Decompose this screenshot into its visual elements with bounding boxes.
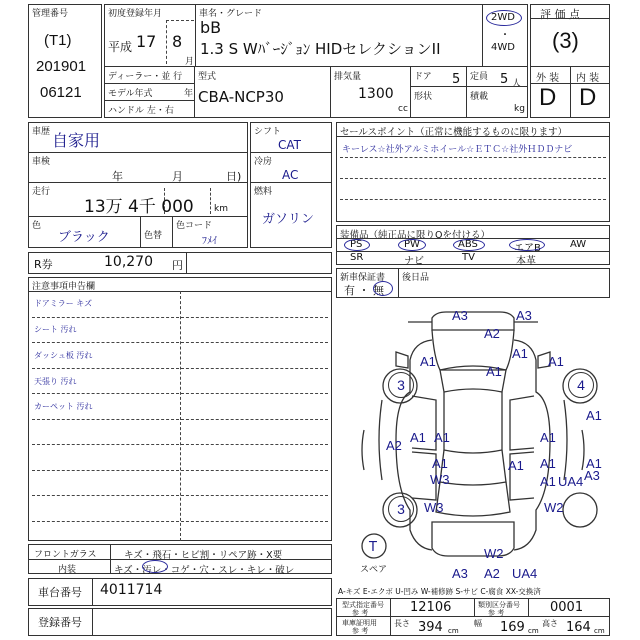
damage-mark: UA4 <box>512 566 538 581</box>
note-item-3: ダッシュ板 汚れ <box>34 351 93 360</box>
length-unit: cm <box>448 627 459 635</box>
damage-mark: A1 <box>540 430 556 445</box>
height-unit: cm <box>594 627 605 635</box>
category-label: 類別区分番号 <box>478 601 520 609</box>
interior-items: キズ・汚レ・コゲ・穴・スレ・キレ・破レ <box>114 565 295 576</box>
note-rule <box>32 444 328 445</box>
color-code-value: ﾌﾒｲ <box>202 236 217 247</box>
ac-value: AC <box>282 168 299 182</box>
shift-value: CAT <box>278 138 301 152</box>
spare-label: T <box>369 540 377 555</box>
damage-mark: A2 <box>386 438 402 453</box>
inspection-year-unit: 年 <box>112 170 123 183</box>
note-item-5: カーペット 汚れ <box>34 402 93 411</box>
notes-label: 注意事項申告欄 <box>32 282 96 292</box>
note-rule <box>32 470 328 471</box>
warranty-none-circle <box>373 281 393 296</box>
load-label: 積載 <box>470 92 489 102</box>
note-rule <box>32 495 328 496</box>
model-year-label: モデル年式 <box>108 89 153 99</box>
drive-2wd: 2WD <box>491 12 515 23</box>
mileage-value: 13万 4千 000 <box>84 197 194 217</box>
sales-points-text: キーレス☆社外アルミホイール☆ＥＴＣ☆社外ＨＤＤナビ <box>342 145 573 155</box>
damage-mark: A1 <box>540 474 556 489</box>
interior-dirt-circle <box>142 560 168 573</box>
fuel-value: ガソリン <box>262 212 315 227</box>
displacement-value: 1300 <box>358 86 394 102</box>
history-label: 車歴 <box>32 127 51 137</box>
damage-mark: A1 <box>586 408 602 423</box>
front-glass-items: キズ・飛石・ヒビ割・リペア跡・X要 <box>124 550 283 561</box>
note-rule <box>32 521 328 522</box>
model-number-label: 型式指定番号 <box>342 601 384 609</box>
damage-mark: UA4 <box>558 474 584 489</box>
equip-navi: ナビ <box>404 256 424 267</box>
shift-label: シフト <box>254 127 282 137</box>
damage-mark: A1 <box>586 456 602 471</box>
mgmt-label: 管理番号 <box>32 9 69 19</box>
equip-pw: PW <box>404 239 420 250</box>
equip-ps: PS <box>350 239 363 250</box>
front-glass-label: フロントガラス <box>34 550 97 560</box>
damage-mark: 4 <box>568 372 594 398</box>
drive-4wd: 4WD <box>491 42 515 53</box>
interior-grade: D <box>579 84 597 111</box>
displacement-unit: cc <box>398 104 408 114</box>
damage-mark: A1 <box>420 354 436 369</box>
equip-abs-circle <box>453 239 485 251</box>
damage-mark: A3 <box>584 468 600 483</box>
color-value: ブラック <box>58 230 110 245</box>
width-label: 幅 <box>474 619 482 628</box>
equip-pw-circle <box>398 239 426 251</box>
damage-legend: A-キズ E-エクボ U-凹み W-補修跡 S-サビ C-腐食 XX-交換済 <box>338 587 541 596</box>
capacity-label: 定員 <box>470 72 489 82</box>
damage-mark: A3 <box>516 308 532 323</box>
damage-mark: 3 <box>388 496 414 522</box>
fuel-label: 燃料 <box>254 187 273 197</box>
damage-mark: A1 <box>432 456 448 471</box>
type-value: CBA-NCP30 <box>198 88 284 106</box>
damage-mark: W3 <box>424 500 444 515</box>
warranty-label: 新車保証書 <box>340 273 386 283</box>
note-rule <box>32 368 328 369</box>
damage-mark: A3 <box>452 308 468 323</box>
history-value: 自家用 <box>52 131 101 150</box>
recycle-label: R券 <box>34 258 53 271</box>
equip-airbag-circle <box>509 239 545 251</box>
height-value: 164 <box>566 620 591 635</box>
dealer-label: ディーラー・並 行 <box>108 72 183 82</box>
damage-mark: A2 <box>484 566 500 581</box>
car-name-label: 車名・グレード <box>199 9 263 19</box>
category-ref: 参 考 <box>488 609 505 617</box>
damage-mark: A3 <box>452 566 468 581</box>
shape-label: 形状 <box>414 92 433 102</box>
length-label: 長さ <box>394 619 410 628</box>
capacity-unit: 人 <box>512 79 522 89</box>
capacity-value: 5 <box>500 72 509 87</box>
note-rule <box>32 393 328 394</box>
model-number-value: 12106 <box>410 600 452 615</box>
damage-mark: W2 <box>544 500 564 515</box>
chassis-value: 4011714 <box>100 582 163 598</box>
damage-mark: W2 <box>484 546 504 561</box>
width-value: 169 <box>500 620 525 635</box>
equip-leather: 本革 <box>516 256 536 267</box>
damage-mark: 3 <box>388 372 414 398</box>
car-name: bB <box>200 18 222 37</box>
category-value: 0001 <box>550 600 584 615</box>
damage-mark: A1 <box>410 430 426 445</box>
equip-abs: ABS <box>458 239 478 250</box>
era: 平成 <box>108 40 133 54</box>
equip-ps-circle <box>344 239 370 251</box>
chassis-label: 車台番号 <box>38 586 82 599</box>
model-number-ref: 参 考 <box>352 609 369 617</box>
note-rule <box>32 419 328 420</box>
color-code-label: 色コード <box>176 221 213 231</box>
mgmt-line-2: 201901 <box>36 58 87 75</box>
car-grade: 1.3 S Wﾊﾞｰｼﾞｮﾝ HIDセレクションII <box>200 40 441 58</box>
exterior-label: 外 装 <box>536 73 560 84</box>
cert-ref: 参 考 <box>352 627 369 635</box>
equip-airbag: エアB <box>514 243 541 254</box>
length-value: 394 <box>418 620 443 635</box>
warranty-value: 有 ・ 無 <box>344 284 384 297</box>
damage-mark: W3 <box>430 472 450 487</box>
interior-label: 内装 <box>58 565 77 575</box>
mileage-unit: km <box>214 204 228 214</box>
inspection-month-unit: 月 <box>172 170 183 183</box>
inspection-day-unit: 日) <box>226 170 242 183</box>
damage-mark: A1 <box>508 458 524 473</box>
rear-item-label: 後日品 <box>402 273 430 283</box>
damage-mark: A2 <box>484 326 500 341</box>
eval-label: 評 価 点 <box>540 8 580 21</box>
exterior-grade: D <box>539 84 557 111</box>
note-item-2: シート 汚れ <box>34 325 77 334</box>
car-diagram <box>336 300 610 582</box>
note-rule <box>32 317 328 318</box>
drive-dot: ・ <box>500 30 510 41</box>
width-unit: cm <box>528 627 539 635</box>
reg-month-unit: 月 <box>185 57 195 67</box>
equip-sr: SR <box>350 252 364 263</box>
reg-year: 17 <box>136 32 157 51</box>
eval-score: (3) <box>552 28 579 53</box>
registration-label: 登録番号 <box>38 616 82 629</box>
note-item-1: ドアミラー キズ <box>34 299 93 308</box>
cert-label: 車庫証明用 <box>342 619 377 627</box>
interior-label: 内 装 <box>576 73 600 84</box>
ac-label: 冷房 <box>254 157 273 167</box>
note-item-4: 天張り 汚れ <box>34 377 77 386</box>
recycle-unit: 円 <box>172 259 183 272</box>
displacement-label: 排気量 <box>334 72 362 82</box>
load-unit: kg <box>514 104 525 114</box>
door-value: 5 <box>452 72 461 87</box>
handle-label: ハンドル 左・右 <box>108 106 174 116</box>
mgmt-line-1: (T1) <box>44 32 72 49</box>
damage-mark: A1 <box>512 346 528 361</box>
equip-aw: AW <box>570 239 587 250</box>
sales-points-label: セールスポイント（正常に機能するものに限ります） <box>340 127 568 138</box>
model-year-unit: 年 <box>184 89 194 99</box>
height-label: 高さ <box>542 619 558 628</box>
door-label: ドア <box>414 72 432 82</box>
damage-mark: A1 <box>486 364 502 379</box>
color-label: 色 <box>32 221 42 231</box>
damage-mark: A1 <box>434 430 450 445</box>
recycle-value: 10,270 <box>104 254 153 270</box>
damage-mark: A1 <box>548 354 564 369</box>
inspection-label: 車検 <box>32 157 51 167</box>
equip-tv: TV <box>462 252 475 263</box>
mgmt-line-3: 06121 <box>40 84 82 101</box>
equipment-label: 装備品（純正品に限りΟを付ける） <box>340 230 490 241</box>
note-rule <box>32 342 328 343</box>
damage-mark: A1 <box>540 456 556 471</box>
type-label: 型式 <box>198 72 217 82</box>
mileage-label: 走行 <box>32 187 51 197</box>
reg-month: 8 <box>172 32 183 51</box>
reg-date-label: 初度登録年月 <box>108 9 163 19</box>
spare-text: スペア <box>360 565 388 575</box>
color-change-label: 色替 <box>144 231 163 241</box>
